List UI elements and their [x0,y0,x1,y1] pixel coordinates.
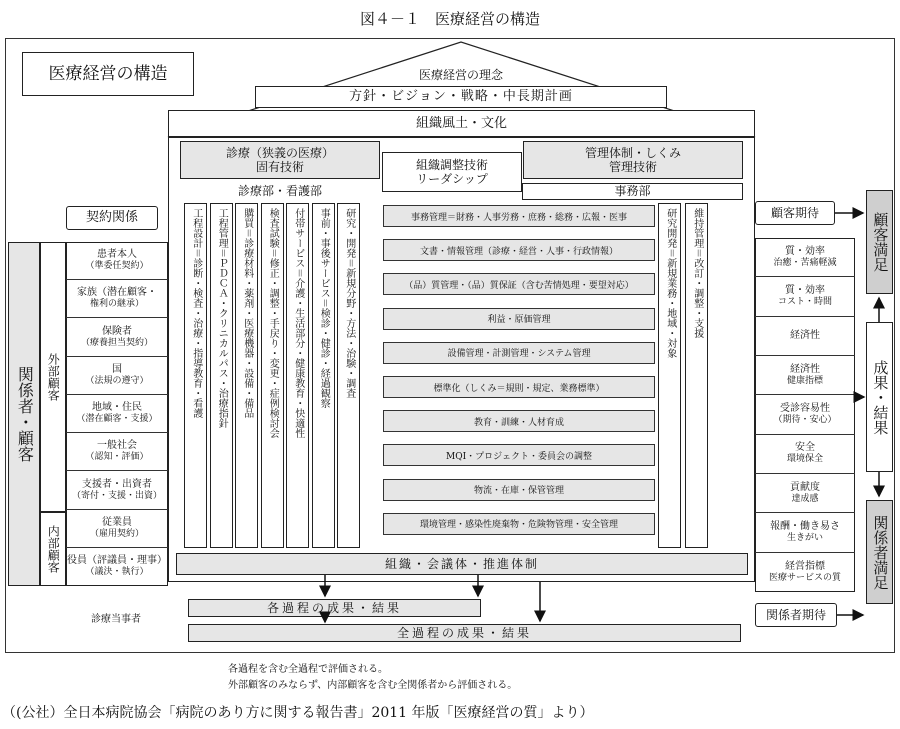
stakeholders-label [8,242,40,586]
relation-name: 家族（潜在顧客・ [77,287,157,299]
roof-policy-band: 方針・ビジョン・戦略・中長期計画 [255,86,667,108]
clinical-column [261,203,284,548]
clinical-column-label: 工程設計＝診断・検査・治療・指導教育・看護 [190,208,202,418]
relation-sub: （雇用契約） [89,528,144,539]
relation-name: 役員（評議員・理事） [67,555,167,567]
customer-satisfaction-box [866,190,893,294]
management-row: 文書・情報管理（診療・経営・人事・行政情報） [383,239,655,261]
relation-sub: 権利の継承） [89,299,144,310]
clinical-column-label: 研究・開発＝新規分野・方法・治験・調査 [343,208,355,398]
clinical-column [286,203,309,548]
management-row: 標準化（しくみ＝規則・規定、業務標準） [383,376,655,398]
result-name: 経営指標 [785,560,825,572]
relation-sub: （法規の遵守） [85,375,149,386]
result-item [755,553,855,592]
management-row: 利益・原価管理 [383,308,655,330]
result-sub: 健康指標 [786,375,823,386]
result-name: 報酬・働き易さ [770,521,840,533]
result-item [755,277,855,316]
management-row: 教育・訓練・人材育成 [383,410,655,432]
relation-item [66,471,168,509]
management-row: 物流・在庫・保管管理 [383,479,655,501]
result-name: 質・効率 [785,285,825,297]
customer-expect-box: 顧客期待 [755,201,835,225]
result-name: 質・効率 [785,245,825,257]
relation-name: 地域・住民 [92,402,142,414]
process-result-bar: 各過程の成果・結果 [188,599,481,617]
dept-admin-header: 事務部 [522,183,743,200]
mgmt-tech-box [523,141,743,179]
stakeholder-expect-box: 関係者期待 [755,603,837,627]
frame-title-box: 医療経営の構造 [22,52,194,96]
clinical-column-label: 事前・事後サービス＝検診・健診・経過観察 [318,208,330,408]
result-text: 成果・結果 [871,359,890,435]
clinical-tech-box [180,141,380,179]
result-name: 安全 [795,442,815,454]
figure-title: 図４－１ 医療経営の構造 [359,10,540,28]
relation-item [66,318,168,356]
stakeholder-satisfaction-text: 関係者満足 [871,514,890,590]
result-item [755,435,855,474]
internal-label [40,512,66,586]
clinical-column-label: 付帯サービス＝介護・生活部分・健康教育・快適性 [292,208,304,438]
relation-sub: （寄付・支援・出資） [71,490,162,501]
result-item [755,356,855,395]
relation-item [66,280,168,318]
admin-column [685,203,708,548]
clinical-tech-line2: 固有技術 [255,160,304,174]
clinical-column [184,203,207,548]
relation-item [66,357,168,395]
result-item [755,474,855,513]
result-name: 受診容易性 [780,403,830,415]
roof-culture-band: 組織風土・文化 [168,110,755,137]
total-result-bar: 全過程の成果・結果 [188,624,741,642]
mgmt-tech-line2: 管理技術 [608,160,657,174]
clinical-tech-line1: 診療（狭義の医療） [225,145,334,160]
result-sub: 達成感 [791,493,819,504]
care-parties-label: 診療当事者 [91,614,141,625]
foundation-band: 組織・会議体・推進体制 [176,553,748,575]
dept-clinical-header: 診療部・看護部 [237,183,322,198]
mgmt-tech-line1: 管理体制・しくみ [584,145,681,160]
relation-item [66,510,168,548]
result-name: 貢献度 [790,481,820,493]
relation-item [66,395,168,433]
note-1: 各過程を含む全過程で評価される。 [228,664,388,675]
management-row: （品）質管理・（品）質保証（含む苦情処理・要望対応） [383,273,655,295]
note-2: 外部顧客のみならず、内部顧客を含む全関係者から評価される。 [228,680,518,691]
result-sub: 環境保全 [786,454,823,465]
relation-name: 一般社会 [97,440,137,452]
external-label [40,242,66,512]
relation-item [66,548,168,586]
relation-name: 保険者 [102,325,132,337]
clinical-column-label: 購買＝診療材料・薬剤・医療機器・設備・備品 [241,208,253,418]
result-name: 経済性 [790,329,820,341]
contract-label: 契約関係 [66,206,158,230]
relation-sub: （議決・執行） [85,567,149,578]
coordination-tech-box [382,152,522,192]
result-name: 経済性 [790,363,820,375]
result-sub: （期待・安心） [773,415,837,426]
relation-sub: （準委任契約） [85,261,149,272]
result-box [866,322,893,472]
result-sub: 医療サービスの質 [768,572,841,583]
result-item [755,395,855,434]
management-row: 設備管理・計測管理・システム管理 [383,342,655,364]
admin-column-label: 研究開発＝新規業務・地域・対象 [664,208,676,358]
clinical-column [312,203,335,548]
result-item [755,317,855,356]
relation-sub: （認知・評価） [85,452,149,463]
customer-satisfaction-text: 顧客満足 [871,212,890,272]
coordination-tech-line2: リーダシップ [416,172,488,186]
management-row: 事務管理＝財務・人事労務・庶務・総務・広報・医事 [383,205,655,227]
result-item [755,238,855,277]
roof-philosophy: 医療経営の理念 [418,68,503,82]
coordination-tech-line1: 組織調整技術 [415,157,488,172]
clinical-column [210,203,233,548]
stakeholders-text: 関係者・顧客 [15,366,35,462]
relation-item [66,242,168,280]
result-item [755,513,855,552]
external-text: 外部顧客 [46,353,61,401]
stakeholder-satisfaction-box [866,500,893,604]
clinical-column-label: 検査試験＝修正・調整・手戻り・変更・症例検討会 [267,208,279,438]
management-row: 環境管理・感染性廃棄物・危険物管理・安全管理 [383,513,655,535]
relation-sub: （療養担当契約） [80,337,153,348]
admin-column [658,203,681,548]
source-line: （(公社）全日本病院協会「病院のあり方に関する報告書」2011 年版「医療経営の質」より） [2,705,594,721]
clinical-column-label: 工程管理＝ＰＤＣＡ・クリニカルパス・治療指針 [216,208,228,428]
internal-text: 内部顧客 [46,525,61,573]
result-sub: 生きがい [786,533,823,544]
relation-sub: （潜在顧客・支援） [76,414,158,425]
result-sub: 治癒・苦痛軽減 [773,257,837,268]
result-sub: コスト・時間 [777,297,832,308]
clinical-column [337,203,360,548]
relation-name: 国 [112,363,122,375]
admin-column-label: 維持管理＝改訂・調整・支援 [691,208,703,338]
management-row: MQI・プロジェクト・委員会の調整 [383,444,655,466]
relation-name: 支援者・出資者 [82,478,152,490]
clinical-column [235,203,258,548]
relation-name: 患者本人 [97,249,137,261]
relation-name: 従業員 [102,516,132,528]
relation-item [66,433,168,471]
